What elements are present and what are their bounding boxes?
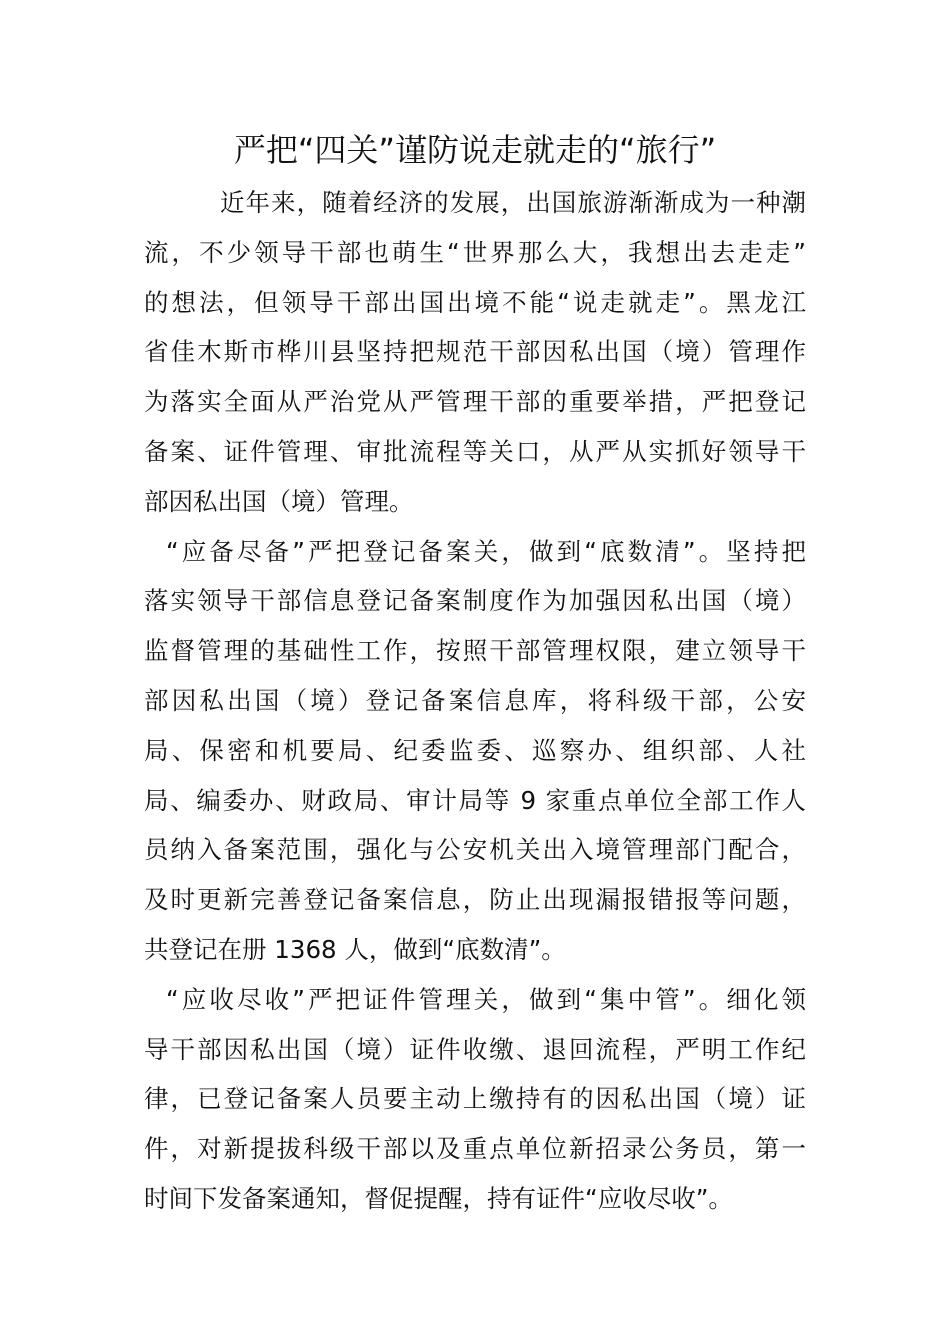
paragraph-intro <box>144 178 806 527</box>
text-line: 流，不少领导干部也萌生“世界那么大，我想出去走走” <box>144 237 806 267</box>
text-line: 部因私出国（境）管理。 <box>144 486 414 516</box>
text-line: “应备尽备”严把登记备案关，做到“底数清”。坚持把 <box>166 536 806 566</box>
text-line: 员纳入备案范围，强化与公安机关出入境管理部门配合， <box>144 835 806 865</box>
paragraph-registration <box>144 527 806 975</box>
text-line: 部因私出国（境）登记备案信息库，将科级干部，公安 <box>144 685 806 715</box>
text-line: 为落实全面从严治党从严管理干部的重要举措，严把登记 <box>144 387 806 417</box>
document-title: 严把“四关”谨防说走就走的“旅行” <box>233 131 717 169</box>
text-line: 时间下发备案通知，督促提醒，持有证件“应收尽收”。 <box>144 1183 733 1213</box>
paragraph-certificates <box>144 975 806 1224</box>
text-line: 落实领导干部信息登记备案制度作为加强因私出国（境） <box>144 586 806 616</box>
text-line: 备案、证件管理、审批流程等关口，从严从实抓好领导干 <box>144 436 806 466</box>
text-line: 导干部因私出国（境）证件收缴、退回流程，严明工作纪 <box>144 1034 806 1064</box>
text-line: 律，已登记备案人员要主动上缴持有的因私出国（境）证 <box>144 1084 806 1114</box>
text-line: 的想法，但领导干部出国出境不能“说走就走”。黑龙江 <box>144 287 806 317</box>
text-line: 共登记在册 1368 人，做到“底数清”。 <box>144 934 566 964</box>
document-body <box>144 178 806 1224</box>
text-line: “应收尽收”严把证件管理关，做到“集中管”。细化领 <box>166 984 806 1014</box>
text-line: 件，对新提拔科级干部以及重点单位新招录公务员，第一 <box>144 1134 806 1164</box>
text-line: 及时更新完善登记备案信息，防止出现漏报错报等问题， <box>144 885 806 915</box>
text-line: 省佳木斯市桦川县坚持把规范干部因私出国（境）管理作 <box>144 337 806 367</box>
text-line: 监督管理的基础性工作，按照干部管理权限，建立领导干 <box>144 636 806 666</box>
text-line: 局、编委办、财政局、审计局等 9 家重点单位全部工作人 <box>144 785 806 815</box>
text-line: 近年来，随着经济的发展，出国旅游渐渐成为一种潮 <box>220 188 806 217</box>
text-line: 局、保密和机要局、纪委监委、巡察办、组织部、人社 <box>144 735 806 765</box>
